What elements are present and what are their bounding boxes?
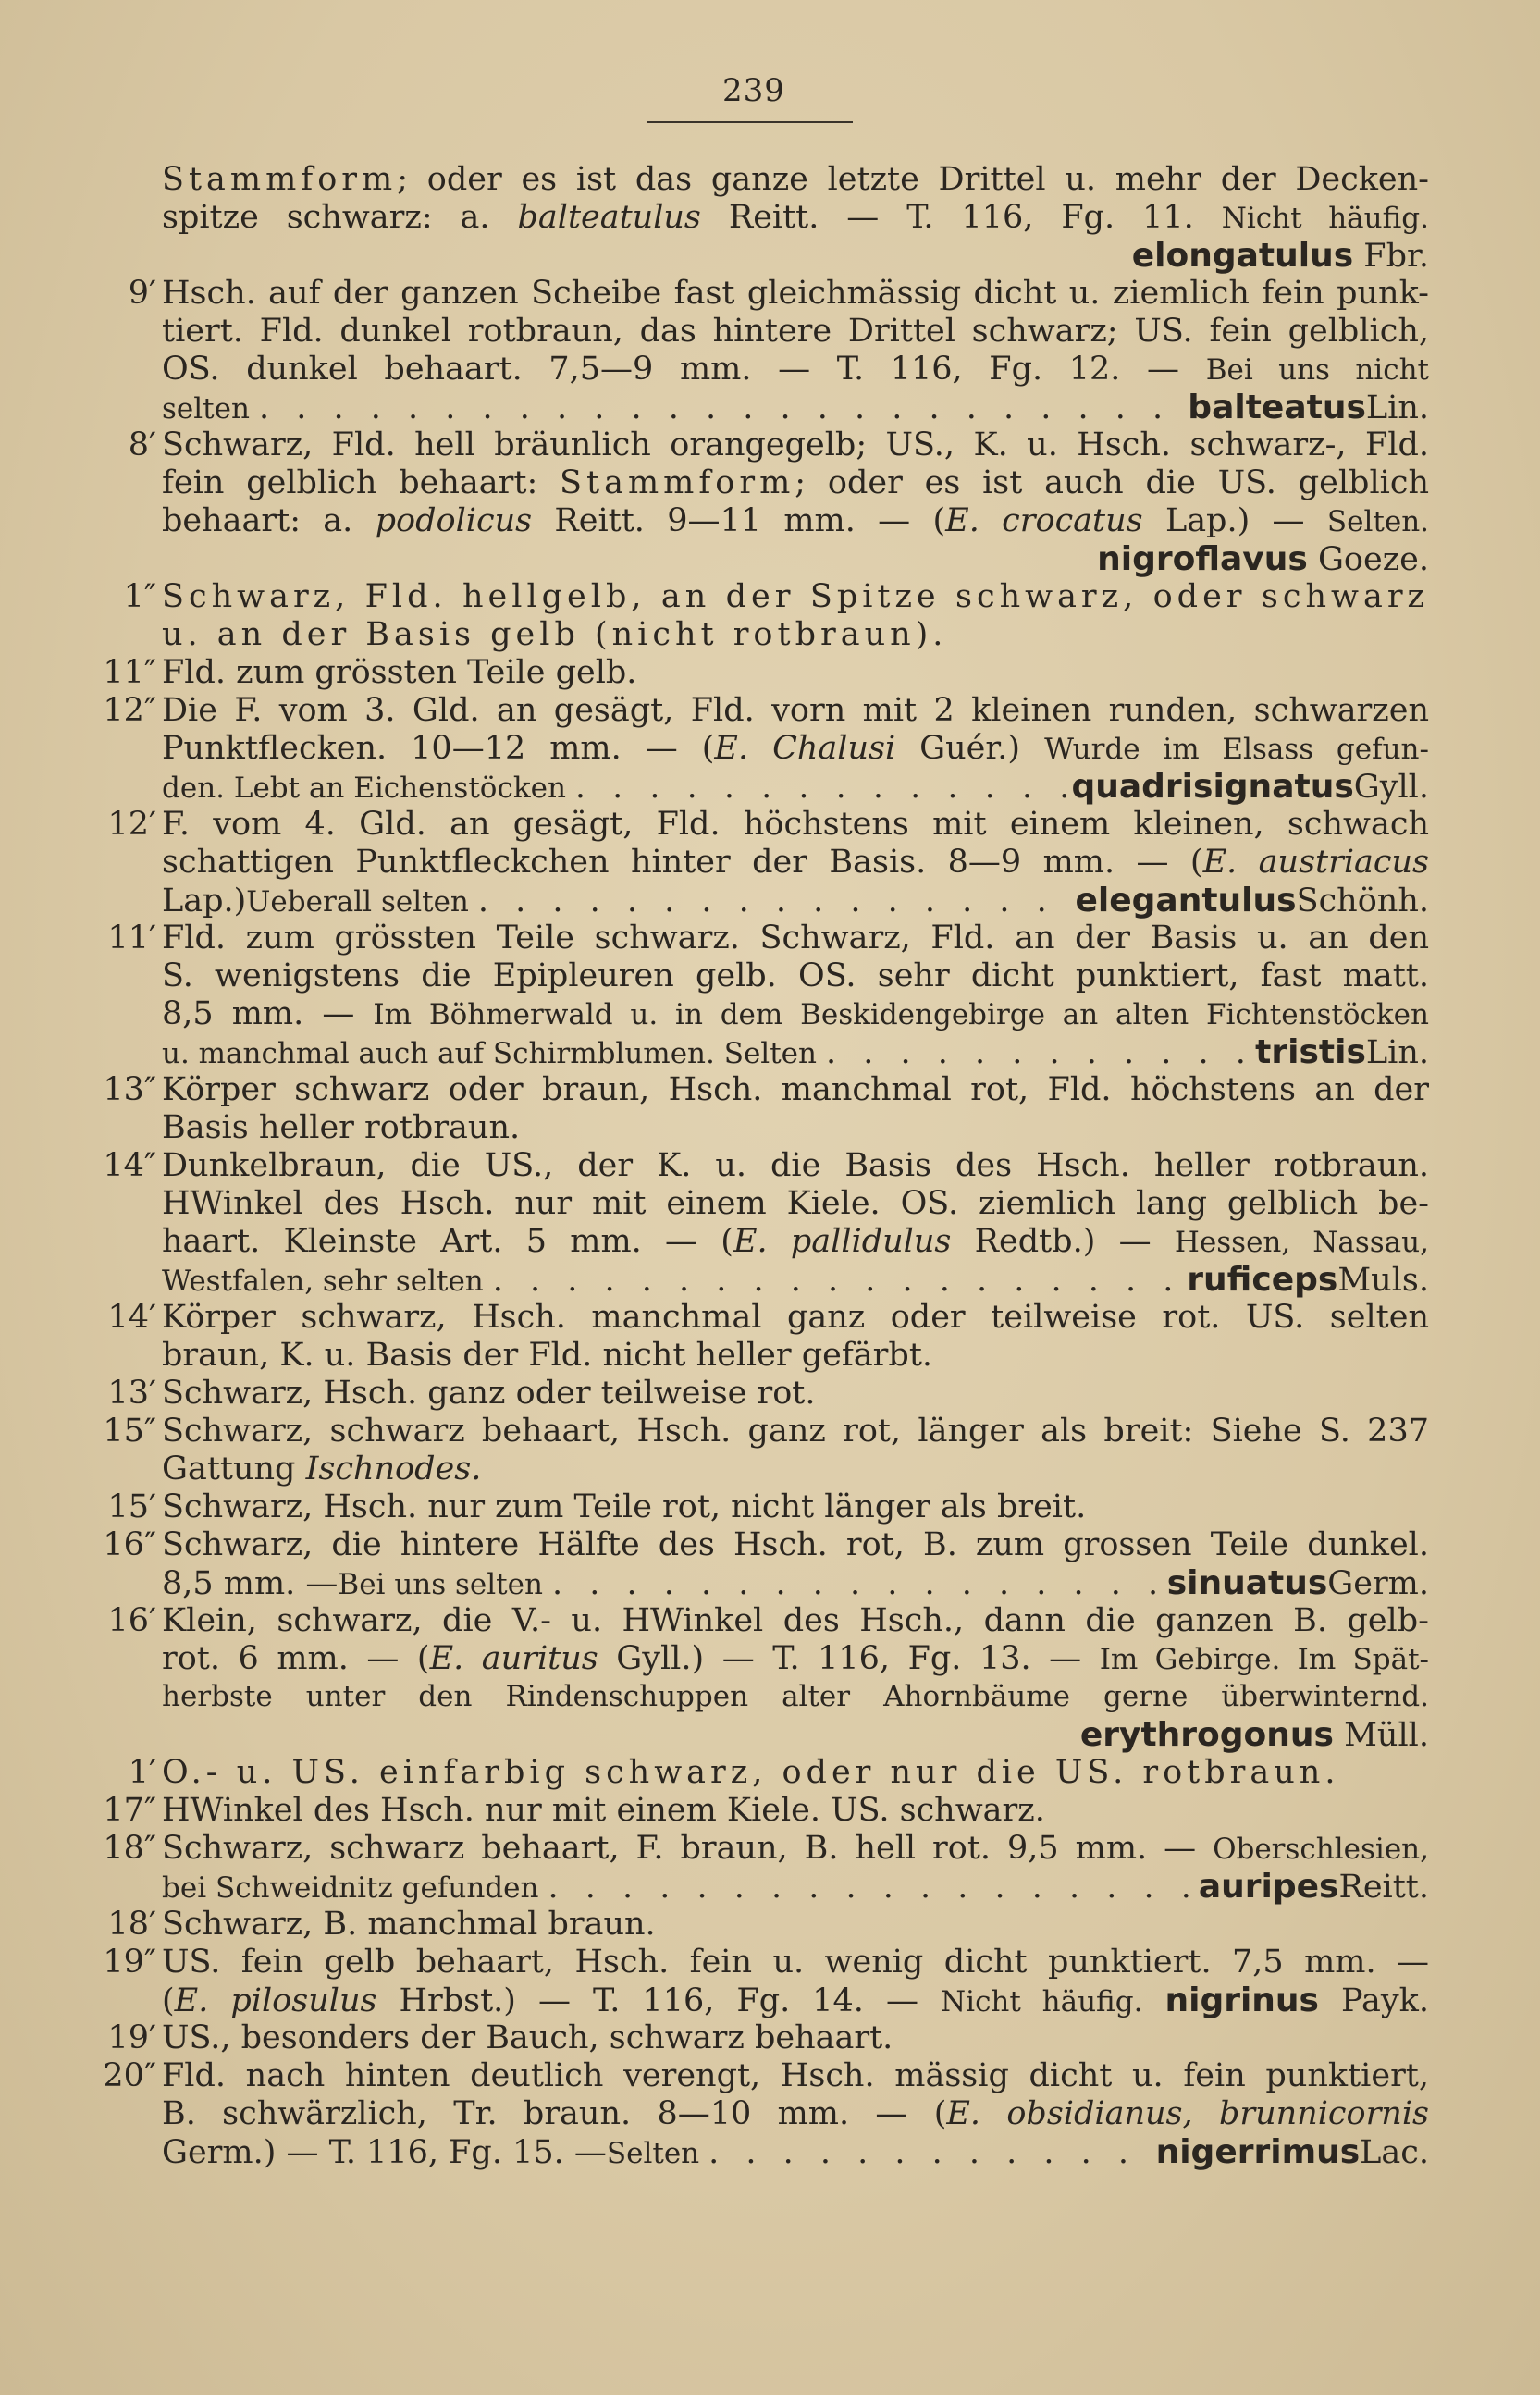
species-name: nigroflavus — [1097, 540, 1308, 578]
text-line: Dunkelbraun, die US., der K. u. die Basis des Hsch. heller rotbraun. — [162, 1147, 1429, 1184]
text-line: HWinkel des Hsch. nur mit einem Kiele. US. schwarz. — [162, 1792, 1045, 1829]
species-line: den. Lebt an Eichenstöcken . . . quadrisignatus Gyll. — [162, 768, 1429, 806]
species-name: elongatulus — [1131, 237, 1354, 275]
couplet-number: 18″ — [103, 1830, 156, 1867]
species-author: Lin. — [1365, 389, 1429, 426]
couplet-number: 19′ — [107, 2019, 156, 2056]
text-line: Punktflecken. 10—12 mm. — (E. Chalusi Guér.) Wurde im Elsass gefun- — [162, 730, 1429, 767]
text-line: braun, K. u. Basis der Fld. nicht heller gefärbt. — [162, 1337, 933, 1374]
text-line: Basis heller rotbraun. — [162, 1109, 521, 1146]
couplet-number: 11″ — [103, 654, 156, 691]
couplet-number: 1′ — [128, 1754, 156, 1791]
couplet-number: 18′ — [107, 1906, 156, 1943]
key-entry — [69, 1792, 1429, 1830]
text-line: Schwarz, Hsch. ganz oder teilweise rot. — [162, 1375, 816, 1412]
species-author: Payk. — [1319, 1982, 1429, 2019]
text-line: Die F. vom 3. Gld. an gesägt, Fld. vorn mit 2 kleinen runden, schwarzen — [162, 692, 1429, 729]
key-entry — [69, 1944, 1429, 2019]
species-line: Germ.) — T. 116, Fg. 15. — Selten . . . nigerrimus Lac. — [162, 2133, 1429, 2171]
couplet-number: 13″ — [103, 1071, 156, 1108]
text-line: behaart: a. podolicus Reitt. 9—11 mm. — (E. crocatus Lap.) — Selten. — [162, 502, 1429, 539]
text-line: tiert. Fld. dunkel rotbraun, das hintere Drittel schwarz; US. fein gelblich, — [162, 313, 1429, 350]
key-content — [69, 161, 1429, 2171]
text-line: B. schwärzlich, Tr. braun. 8—10 mm. — (E. obsidianus, brunnicornis — [162, 2095, 1429, 2132]
couplet-number: 16″ — [103, 1526, 156, 1563]
species-line: bei Schweidnitz gefunden . . . auripes Reitt. — [162, 1868, 1429, 1906]
text-line: 8,5 mm. — Im Böhmerwald u. in dem Beskidengebirge an alten Fichtenstöcken — [162, 995, 1429, 1032]
key-entry — [69, 654, 1429, 692]
key-entry — [69, 1830, 1429, 1906]
species-name: sinuatus — [1166, 1564, 1328, 1602]
text-line: u. an der Basis gelb (nicht rotbraun). — [162, 616, 948, 653]
species-author: Reitt. — [1338, 1869, 1429, 1906]
text-line: Klein, schwarz, die V.- u. HWinkel des Hsch., dann die ganzen B. gelb- — [162, 1602, 1429, 1639]
key-entry — [69, 806, 1429, 920]
text-line: Schwarz, Hsch. nur zum Teile rot, nicht länger als breit. — [162, 1488, 1087, 1525]
species-name: erythrogonus — [1079, 1716, 1334, 1754]
text-line: F. vom 4. Gld. an gesägt, Fld. höchstens mit einem kleinen, schwach — [162, 806, 1429, 843]
text-line: OS. dunkel behaart. 7,5—9 mm. — T. 116, Fg. 12. — Bei uns nicht — [162, 351, 1429, 388]
species-name: nigrinus — [1164, 1981, 1319, 2019]
species-line — [162, 540, 1429, 578]
text-line: Gattung Ischnodes. — [162, 1451, 482, 1488]
couplet-number: 14′ — [107, 1299, 156, 1336]
species-name: nigerrimus — [1155, 2133, 1361, 2171]
couplet-number: 15′ — [107, 1488, 156, 1525]
key-entry — [69, 1413, 1429, 1488]
key-entry — [69, 426, 1429, 578]
couplet-number: 17″ — [103, 1792, 156, 1829]
key-entry — [69, 1375, 1429, 1413]
text-line: Schwarz, B. manchmal braun. — [162, 1906, 656, 1943]
key-entry — [69, 1488, 1429, 1526]
species-line: 8,5 mm. — Bei uns selten . . . sinuatus Germ. — [162, 1564, 1429, 1602]
key-entry — [69, 1906, 1429, 1944]
couplet-number: 12′ — [107, 806, 156, 843]
couplet-number: 1″ — [123, 578, 156, 615]
species-line — [162, 1716, 1429, 1754]
species-author: Germ. — [1327, 1565, 1429, 1602]
text-line: O.- u. US. einfarbig schwarz, oder nur die US. rotbraun. — [162, 1754, 1340, 1791]
couplet-number: 12″ — [103, 692, 156, 729]
text-line: Schwarz, Fld. hell bräunlich orangegelb; US., K. u. Hsch. schwarz-, Fld. — [162, 426, 1429, 463]
couplet-number: 8′ — [128, 426, 156, 463]
text-line: haart. Kleinste Art. 5 mm. — (E. pallidulus Redtb.) — Hessen, Nassau, — [162, 1223, 1429, 1260]
text-line: spitze schwarz: a. balteatulus Reitt. — T. 116, Fg. 11. Nicht häufig. — [162, 199, 1429, 236]
text-line: fein gelblich behaart: Stammform; oder es ist auch die US. gelblich — [162, 464, 1429, 501]
key-entry — [69, 275, 1429, 426]
key-entry — [69, 161, 1429, 275]
key-entry — [69, 1147, 1429, 1299]
text-line: Körper schwarz, Hsch. manchmal ganz oder teilweise rot. US. selten — [162, 1299, 1429, 1336]
species-author: Schönh. — [1296, 883, 1429, 920]
text-line: Schwarz, schwarz behaart, F. braun, B. hell rot. 9,5 mm. — Oberschlesien, — [162, 1830, 1429, 1867]
species-author: Gyll. — [1353, 769, 1429, 806]
key-entry — [69, 578, 1429, 654]
key-entry — [69, 920, 1429, 1071]
species-line: (E. pilosulus Hrbst.) — T. 116, Fg. 14. — Nicht häufig. nigrinus Payk. — [162, 1981, 1429, 2019]
key-entry — [69, 1526, 1429, 1602]
species-author: Muls. — [1337, 1262, 1429, 1299]
couplet-number: 20″ — [103, 2057, 156, 2094]
couplet-number: 14″ — [103, 1147, 156, 1184]
species-author: Lin. — [1365, 1034, 1429, 1071]
species-line: Westfalen, sehr selten . . . ruficeps Muls. — [162, 1261, 1429, 1299]
species-line — [162, 237, 1429, 275]
couplet-number: 9′ — [128, 275, 156, 312]
couplet-number: 16′ — [107, 1602, 156, 1639]
text-line: rot. 6 mm. — (E. auritus Gyll.) — T. 116, Fg. 13. — Im Gebirge. Im Spät- — [162, 1640, 1429, 1677]
key-entry — [69, 1754, 1429, 1792]
species-name: balteatus — [1188, 389, 1366, 426]
text-line: Fld. nach hinten deutlich verengt, Hsch. mässig dicht u. fein punktiert, — [162, 2057, 1429, 2094]
couplet-number: 13′ — [107, 1375, 156, 1412]
text-line: Schwarz, schwarz behaart, Hsch. ganz rot, länger als breit: Siehe S. 237 — [162, 1413, 1429, 1450]
key-entry — [69, 2019, 1429, 2057]
species-line: u. manchmal auch auf Schirmblumen. Selten . . . tristis Lin. — [162, 1033, 1429, 1071]
species-author: Goeze. — [1307, 541, 1429, 578]
species-name: tristis — [1255, 1033, 1366, 1071]
text-line: Stammform; oder es ist das ganze letzte Drittel u. mehr der Decken- — [162, 161, 1429, 198]
text-line: Fld. zum grössten Teile schwarz. Schwarz, Fld. an der Basis u. an den — [162, 920, 1429, 957]
text-line: US., besonders der Bauch, schwarz behaart. — [162, 2019, 893, 2056]
text-line: Schwarz, die hintere Hälfte des Hsch. rot, B. zum grossen Teile dunkel. — [162, 1526, 1429, 1563]
key-entry — [69, 1071, 1429, 1147]
text-line: schattigen Punktfleckchen hinter der Basis. 8—9 mm. — (E. austriacus — [162, 844, 1429, 881]
species-author: Lac. — [1360, 2134, 1429, 2171]
text-line: herbste unter den Rindenschuppen alter Ahornbäume gerne überwinternd. — [162, 1680, 1429, 1713]
key-entry — [69, 2057, 1429, 2171]
couplet-number: 11′ — [107, 920, 156, 957]
species-name: auripes — [1198, 1868, 1339, 1906]
text-line: Schwarz, Fld. hellgelb, an der Spitze schwarz, oder schwarz — [162, 578, 1429, 615]
key-entry — [69, 1602, 1429, 1754]
couplet-number: 19″ — [103, 1944, 156, 1981]
species-author: Müll. — [1333, 1717, 1429, 1754]
species-name: quadrisignatus — [1071, 768, 1354, 806]
text-line: US. fein gelb behaart, Hsch. fein u. wenig dicht punktiert. 7,5 mm. — — [162, 1944, 1429, 1981]
couplet-number: 15″ — [103, 1413, 156, 1450]
text-line: Fld. zum grössten Teile gelb. — [162, 654, 637, 691]
species-name: elegantulus — [1075, 882, 1297, 920]
text-line: S. wenigstens die Epipleuren gelb. OS. sehr dicht punktiert, fast matt. — [162, 957, 1429, 994]
key-entry — [69, 1299, 1429, 1375]
species-name: ruficeps — [1187, 1261, 1338, 1299]
key-entry — [69, 692, 1429, 806]
text-line: HWinkel des Hsch. nur mit einem Kiele. OS. ziemlich lang gelblich be- — [162, 1185, 1429, 1222]
species-line: Lap.) Ueberall selten . . . elegantulus Schönh. — [162, 882, 1429, 920]
header-rule — [647, 121, 853, 123]
text-line: Körper schwarz oder braun, Hsch. manchmal rot, Fld. höchstens an der — [162, 1071, 1429, 1108]
species-author: Fbr. — [1353, 238, 1429, 275]
species-line: selten . . . balteatus Lin. — [162, 389, 1429, 426]
text-line: Hsch. auf der ganzen Scheibe fast gleichmässig dicht u. ziemlich fein punk- — [162, 275, 1429, 312]
page-number: 239 — [722, 72, 785, 109]
